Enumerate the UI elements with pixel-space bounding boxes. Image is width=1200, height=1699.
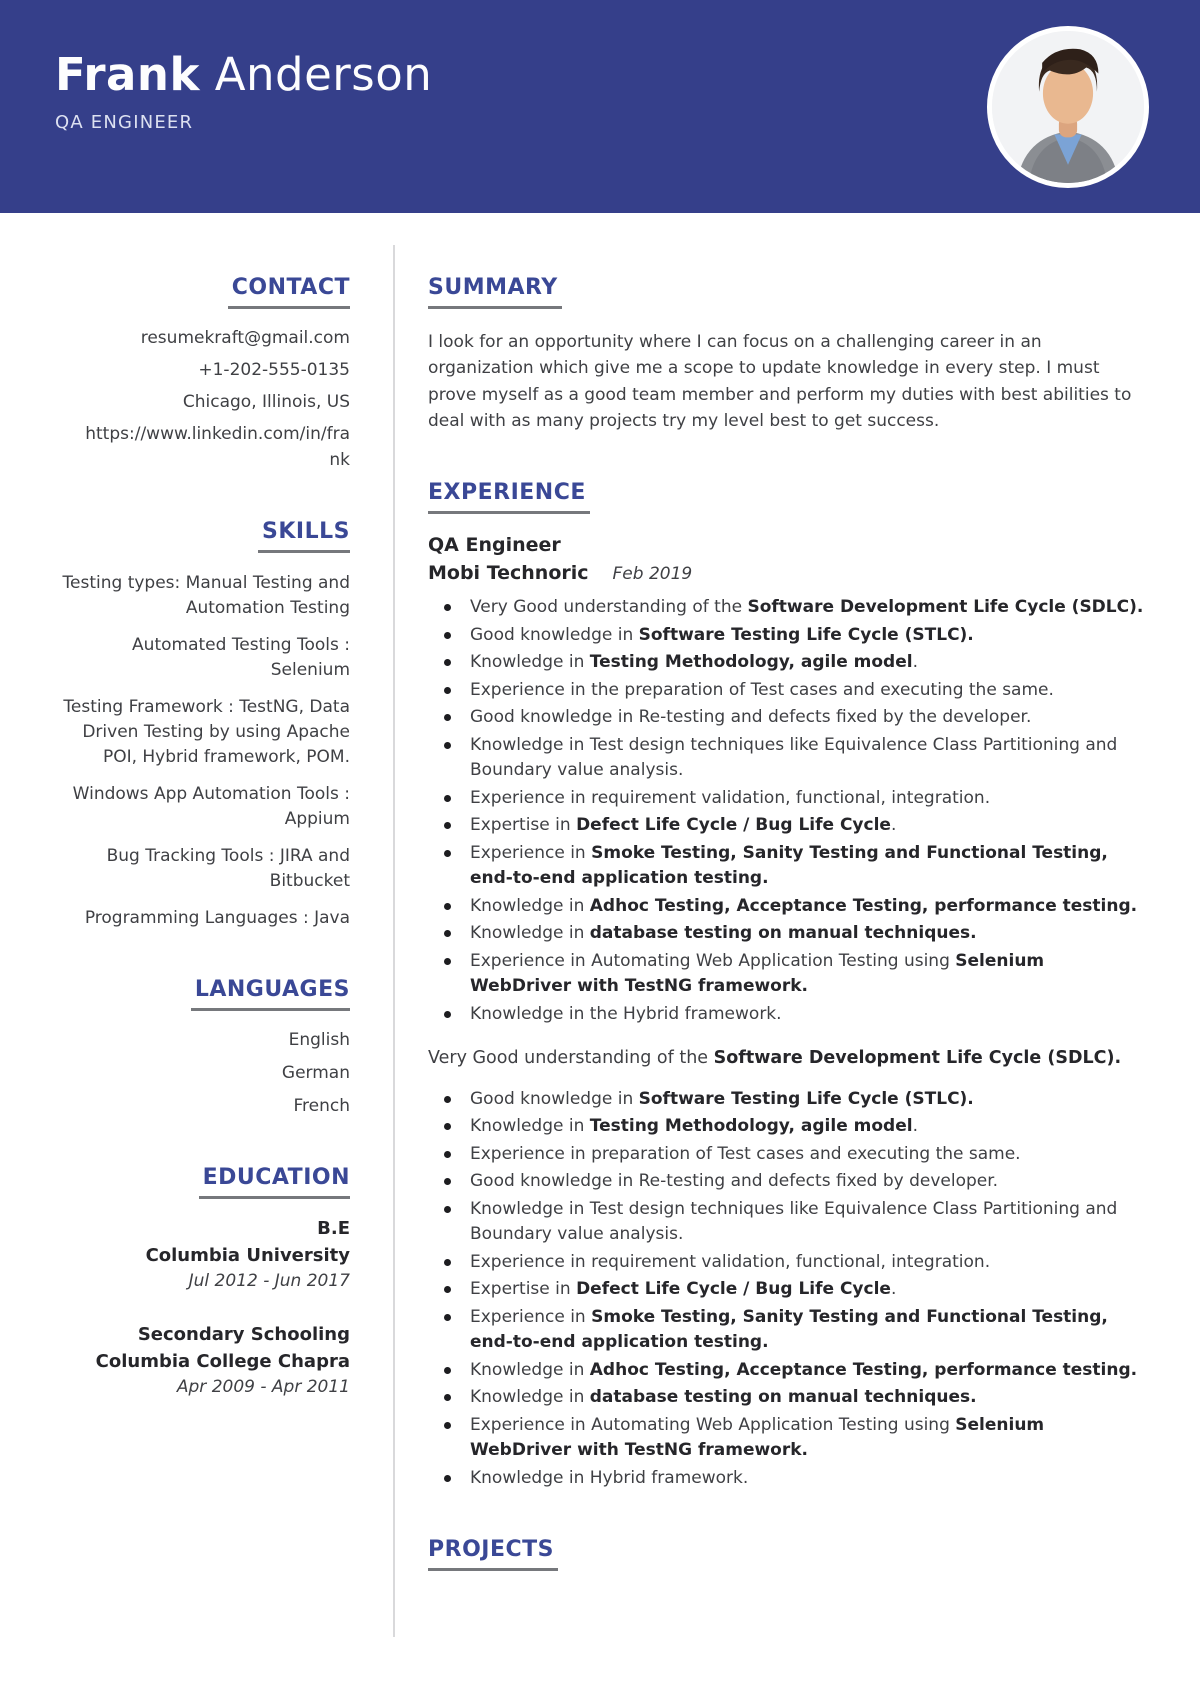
experience-bullet: Good knowledge in Software Testing Life Cycle (STLC). — [470, 1087, 1145, 1113]
education-heading: EDUCATION — [199, 1165, 350, 1199]
experience-heading: EXPERIENCE — [428, 480, 590, 514]
summary-section — [428, 275, 1145, 434]
contact-list — [78, 325, 350, 473]
contact-item: +1-202-555-0135 — [198, 360, 350, 380]
experience-bullet: Knowledge in the Hybrid framework. — [470, 1002, 1145, 1028]
experience-bullet: Experience in Automating Web Application Testing using Selenium WebDriver with TestNG framework. — [470, 949, 1145, 1000]
experience-bullet: Experience in Automating Web Application Testing using Selenium WebDriver with TestNG framework. — [470, 1413, 1145, 1464]
degree: B.E — [317, 1218, 350, 1239]
experience-bullet: Good knowledge in Re-testing and defects fixed by developer. — [470, 1169, 1145, 1195]
summary-heading: SUMMARY — [428, 275, 562, 309]
languages-section — [55, 977, 350, 1119]
last-name: Anderson — [214, 48, 433, 101]
experience-bullet: Experience in requirement validation, functional, integration. — [470, 1250, 1145, 1276]
header-banner — [0, 0, 1200, 213]
projects-section — [428, 1537, 1145, 1571]
language-item: German — [281, 1063, 350, 1083]
experience-bullet: Experience in the preparation of Test cases and executing the same. — [470, 678, 1145, 704]
contact-item: resumekraft@gmail.com — [140, 328, 350, 348]
skill-item: Automated Testing Tools : Selenium — [132, 635, 350, 680]
experience-bullet: Expertise in Defect Life Cycle / Bug Life Cycle. — [470, 1277, 1145, 1303]
main-column — [428, 275, 1145, 1637]
summary-text: I look for an opportunity where I can focus on a challenging career in an organization which give me a scope to update knowledge in every step. I must prove myself as a good team member and perform my duties with best abilities to deal with as many projects try my level best to get success. — [428, 332, 1132, 432]
skill-item: Programming Languages : Java — [84, 908, 350, 928]
experience-bullets-1 — [428, 595, 1145, 1027]
language-item: English — [288, 1030, 350, 1050]
education-dates: Apr 2009 - Apr 2011 — [176, 1376, 350, 1397]
experience-bullet: Good knowledge in Re-testing and defects fixed by the developer. — [470, 705, 1145, 731]
column-divider — [393, 245, 395, 1637]
skills-list — [55, 571, 350, 931]
contact-item: https://www.linkedin.com/in/frank — [85, 424, 350, 470]
experience-bullet: Experience in Smoke Testing, Sanity Testing and Functional Testing, end-to-end application testing. — [470, 841, 1145, 892]
experience-bullet: Knowledge in database testing on manual techniques. — [470, 1385, 1145, 1411]
experience-bullet: Knowledge in Testing Methodology, agile model. — [470, 1114, 1145, 1140]
contact-section — [55, 275, 350, 473]
skill-item: Testing Framework : TestNG, Data Driven Testing by using Apache POI, Hybrid framework, POM. — [63, 697, 350, 767]
experience-bullet: Knowledge in Hybrid framework. — [470, 1466, 1145, 1492]
experience-bullet: Experience in Smoke Testing, Sanity Testing and Functional Testing, end-to-end application testing. — [470, 1305, 1145, 1356]
sidebar — [55, 275, 350, 1637]
experience-bullet: Knowledge in Test design techniques like Equivalence Class Partitioning and Boundary value analysis. — [470, 733, 1145, 784]
job-role: QA Engineer — [428, 534, 561, 557]
job-date: Feb 2019 — [612, 563, 693, 584]
projects-heading: PROJECTS — [428, 1537, 558, 1571]
contact-heading: CONTACT — [228, 275, 350, 309]
company-name: Mobi Technoric — [428, 561, 589, 584]
experience-bullet: Knowledge in Testing Methodology, agile model. — [470, 650, 1145, 676]
languages-list — [55, 1027, 350, 1119]
education-entry — [55, 1321, 350, 1401]
job-company-row — [428, 560, 1145, 588]
education-entry — [55, 1215, 350, 1295]
content-area — [0, 213, 1200, 1637]
school: Columbia College Chapra — [95, 1350, 350, 1372]
skills-heading: SKILLS — [258, 519, 350, 553]
languages-heading: LANGUAGES — [191, 977, 350, 1011]
experience-section — [428, 480, 1145, 1491]
experience-bullet: Knowledge in database testing on manual techniques. — [470, 921, 1145, 947]
experience-bullet: Very Good understanding of the Software Development Life Cycle (SDLC). — [470, 595, 1145, 621]
experience-bullet: Knowledge in Adhoc Testing, Acceptance Testing, performance testing. — [470, 1358, 1145, 1384]
skill-item: Windows App Automation Tools : Appium — [72, 784, 350, 829]
experience-bullet: Experience in requirement validation, functional, integration. — [470, 786, 1145, 812]
experience-bullet: Good knowledge in Software Testing Life Cycle (STLC). — [470, 623, 1145, 649]
degree: Secondary Schooling — [137, 1323, 350, 1345]
experience-interlude: Very Good understanding of the Software Development Life Cycle (SDLC). — [428, 1048, 1122, 1069]
school: Columbia University — [145, 1245, 350, 1266]
experience-bullet: Experience in preparation of Test cases and executing the same. — [470, 1142, 1145, 1168]
skill-item: Testing types: Manual Testing and Automation Testing — [62, 573, 350, 618]
experience-bullet: Knowledge in Test design techniques like Equivalence Class Partitioning and Boundary value analysis. — [470, 1197, 1145, 1248]
job-title-text: QA ENGINEER — [55, 112, 194, 134]
profile-photo-illustration — [992, 31, 1144, 183]
language-item: French — [293, 1096, 350, 1116]
education-dates: Jul 2012 - Jun 2017 — [188, 1271, 350, 1291]
skill-item: Bug Tracking Tools : JIRA and Bitbucket — [106, 846, 350, 891]
profile-photo — [987, 26, 1149, 188]
skills-section — [55, 519, 350, 931]
experience-bullet: Expertise in Defect Life Cycle / Bug Life Cycle. — [470, 813, 1145, 839]
education-section — [55, 1165, 350, 1400]
experience-bullets-2 — [428, 1087, 1145, 1492]
contact-item: Chicago, Illinois, US — [182, 392, 350, 412]
first-name: Frank — [55, 48, 200, 101]
experience-bullet: Knowledge in Adhoc Testing, Acceptance Testing, performance testing. — [470, 894, 1145, 920]
